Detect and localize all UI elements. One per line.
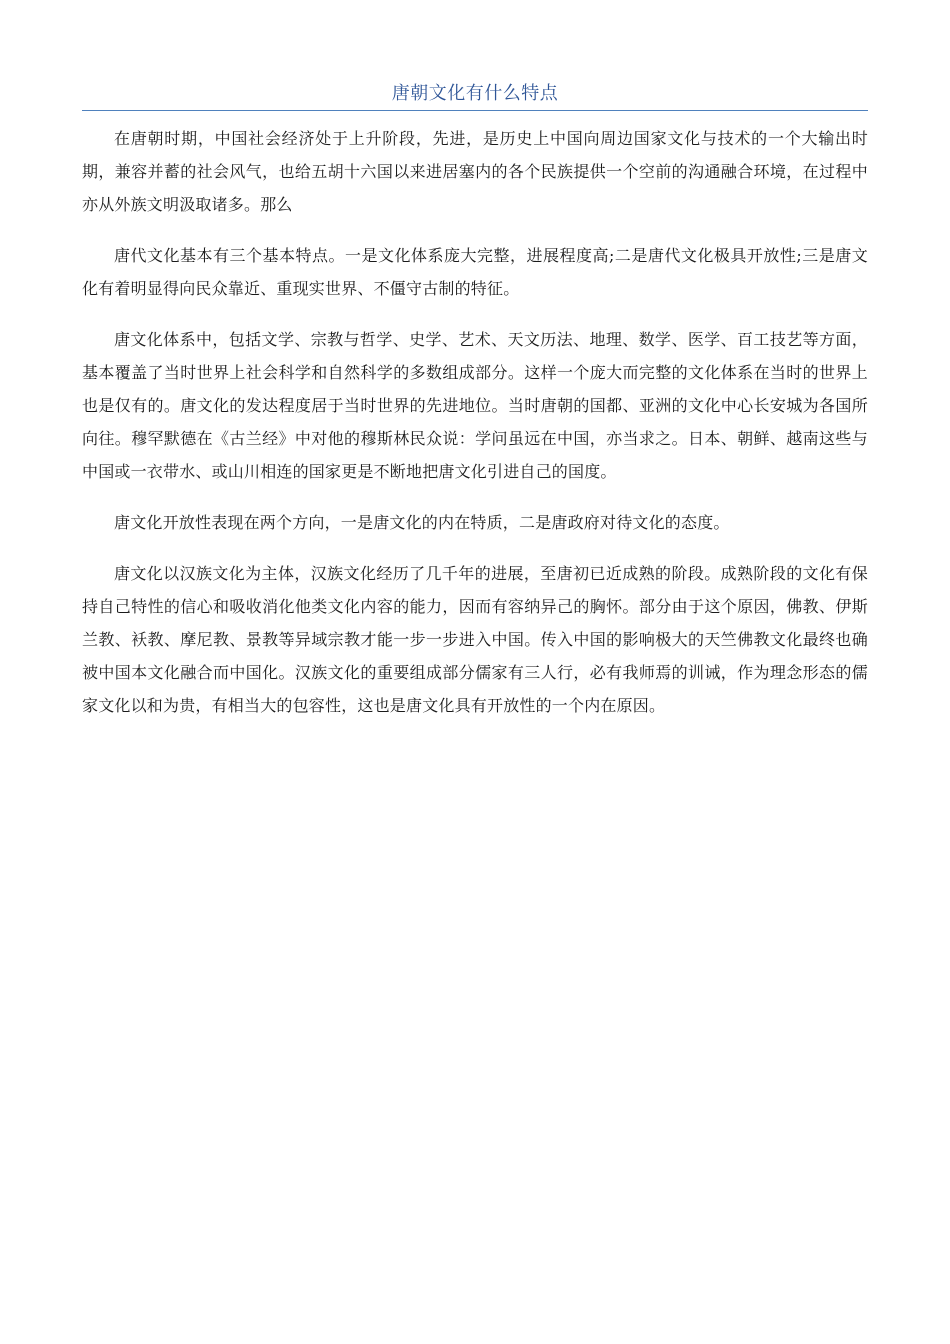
paragraph-openness-directions: 唐文化开放性表现在两个方向，一是唐文化的内在特质，二是唐政府对待文化的态度。 <box>114 513 730 532</box>
paragraph-three-features: 唐代文化基本有三个基本特点。一是文化体系庞大完整，进展程度高;二是唐代文化极具开放性;三是唐文化有着明显得向民众靠近、重现实世界、不僵守古制的特征。 <box>82 246 868 298</box>
page-header <box>82 78 868 111</box>
document-title: 唐朝文化有什么特点 <box>391 83 559 104</box>
paragraph-cultural-system: 唐文化体系中，包括文学、宗教与哲学、史学、艺术、天文历法、地理、数学、医学、百工技艺等方面，基本覆盖了当时世界上社会科学和自然科学的多数组成部分。这样一个庞大而完整的文化体系在当时的世界上也是仅有的。唐文化的发达程度居于当时世界的先进地位。当时唐朝的国都、亚洲的文化中心长安城为各国所向往。穆罕默德在《古兰经》中对他的穆斯林民众说：学问虽远在中国，亦当求之。日本、朝鲜、越南这些与中国或一衣带水、或山川相连的国家更是不断地把唐文化引进自己的国度。 <box>82 330 868 481</box>
paragraph-han-culture: 唐文化以汉族文化为主体，汉族文化经历了几千年的进展，至唐初已近成熟的阶段。成熟阶段的文化有保持自己特性的信心和吸收消化他类文化内容的能力，因而有容纳异己的胸怀。部分由于这个原因，佛教、伊斯兰教、袄教、摩尼教、景教等异域宗教才能一步一步进入中国。传入中国的影响极大的天竺佛教文化最终也确被中国本文化融合而中国化。汉族文化的重要组成部分儒家有三人行，必有我师焉的训诫，作为理念形态的儒家文化以和为贵，有相当大的包容性，这也是唐文化具有开放性的一个内在原因。 <box>82 564 868 715</box>
paragraph-intro: 在唐朝时期，中国社会经济处于上升阶段，先进，是历史上中国向周边国家文化与技术的一个大输出时期，兼容并蓄的社会风气，也给五胡十六国以来进居塞内的各个民族提供一个空前的沟通融合环境，在过程中亦从外族文明汲取诸多。那么 <box>82 129 868 214</box>
document-body <box>82 122 868 740</box>
